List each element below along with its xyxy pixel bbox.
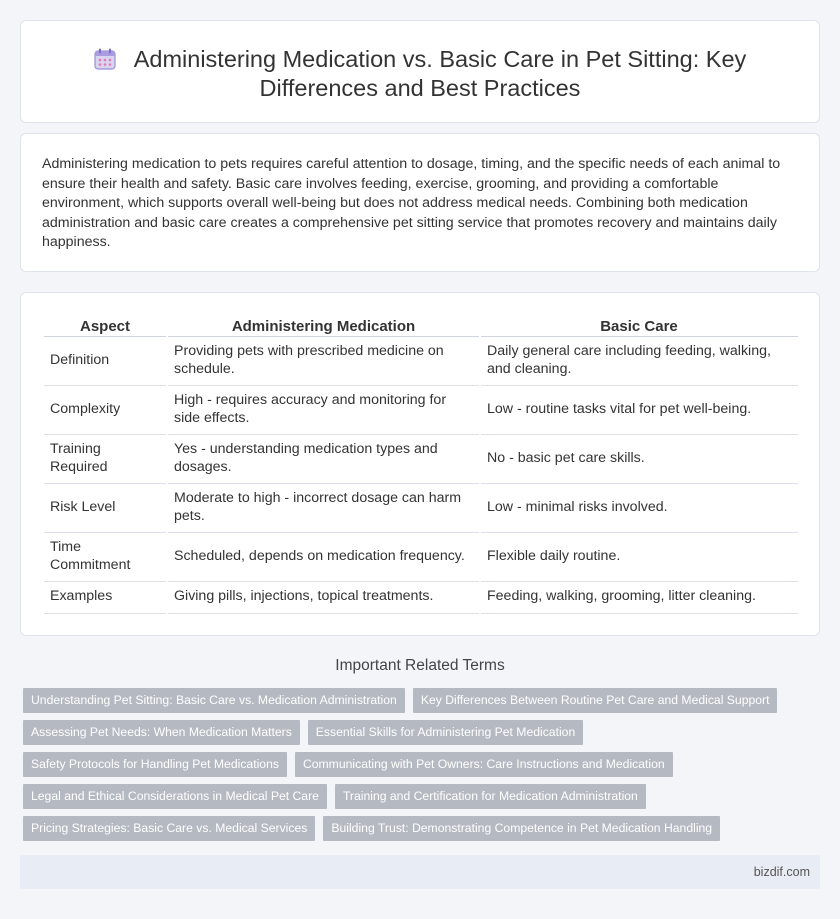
table-row	[43, 385, 798, 434]
header-card	[20, 20, 820, 123]
row-medication: Yes - understanding medication types and dosages.	[167, 434, 480, 483]
comparison-table	[42, 316, 798, 614]
table-row	[43, 483, 798, 532]
related-term-tag[interactable]: Key Differences Between Routine Pet Care and Medical Support	[413, 688, 778, 713]
title-line-2: Differences and Best Practices	[259, 75, 581, 101]
tag-row	[23, 688, 803, 720]
table-row	[43, 532, 798, 581]
table-header-row	[43, 316, 798, 336]
row-medication: Scheduled, depends on medication frequency.	[167, 532, 480, 581]
page-title	[21, 45, 819, 103]
related-term-tag[interactable]: Essential Skills for Administering Pet Medication	[308, 720, 583, 745]
footer	[20, 855, 820, 889]
header-basic-care: Basic Care	[480, 316, 798, 336]
tag-row	[23, 816, 803, 848]
row-medication: Providing pets with prescribed medicine on schedule.	[167, 336, 480, 385]
table-row	[43, 336, 798, 385]
tag-row	[23, 784, 803, 816]
related-term-tag[interactable]: Building Trust: Demonstrating Competence in Pet Medication Handling	[323, 816, 720, 841]
intro-card	[20, 133, 820, 272]
related-term-tag[interactable]: Communicating with Pet Owners: Care Instructions and Medication	[295, 752, 673, 777]
row-aspect: Complexity	[43, 385, 167, 434]
tag-row	[23, 752, 803, 784]
row-aspect: Time Commitment	[43, 532, 167, 581]
intro-paragraph: Administering medication to pets requires careful attention to dosage, timing, and the specific needs of each animal to ensure their health and safety. Basic care involves feeding, exercise, grooming, and providing a comfortable environment, which supports overall well-being but does not address medical needs. Combining both medication administration and basic care creates a comprehensive pet sitting service that promotes recovery and maintains daily happiness.	[42, 156, 781, 251]
related-term-tag[interactable]: Training and Certification for Medication Administration	[335, 784, 646, 809]
row-aspect: Risk Level	[43, 483, 167, 532]
row-aspect: Definition	[43, 336, 167, 385]
row-aspect: Training Required	[43, 434, 167, 483]
row-medication: High - requires accuracy and monitoring for side effects.	[167, 385, 480, 434]
row-basic-care: Low - routine tasks vital for pet well-being.	[480, 385, 798, 434]
row-basic-care: No - basic pet care skills.	[480, 434, 798, 483]
related-terms-title: Important Related Terms	[335, 657, 505, 674]
related-terms-list	[23, 688, 803, 848]
table-row	[43, 581, 798, 613]
tag-row	[23, 720, 803, 752]
related-term-tag[interactable]: Legal and Ethical Considerations in Medical Pet Care	[23, 784, 327, 809]
row-basic-care: Daily general care including feeding, walking, and cleaning.	[480, 336, 798, 385]
related-term-tag[interactable]: Pricing Strategies: Basic Care vs. Medical Services	[23, 816, 315, 841]
title-line-1: Administering Medication vs. Basic Care in Pet Sitting: Key	[133, 46, 747, 72]
comparison-card	[20, 292, 820, 636]
table-row	[43, 434, 798, 483]
row-medication: Giving pills, injections, topical treatments.	[167, 581, 480, 613]
related-term-tag[interactable]: Understanding Pet Sitting: Basic Care vs. Medication Administration	[23, 688, 405, 713]
header-medication: Administering Medication	[167, 316, 480, 336]
row-aspect: Examples	[43, 581, 167, 613]
row-basic-care: Flexible daily routine.	[480, 532, 798, 581]
header-aspect: Aspect	[43, 316, 167, 336]
related-term-tag[interactable]: Assessing Pet Needs: When Medication Matters	[23, 720, 300, 745]
row-basic-care: Feeding, walking, grooming, litter cleaning.	[480, 581, 798, 613]
row-medication: Moderate to high - incorrect dosage can harm pets.	[167, 483, 480, 532]
calendar-icon	[94, 48, 116, 70]
row-basic-care: Low - minimal risks involved.	[480, 483, 798, 532]
footer-site-link[interactable]: bizdif.com	[753, 865, 810, 879]
related-term-tag[interactable]: Safety Protocols for Handling Pet Medications	[23, 752, 287, 777]
